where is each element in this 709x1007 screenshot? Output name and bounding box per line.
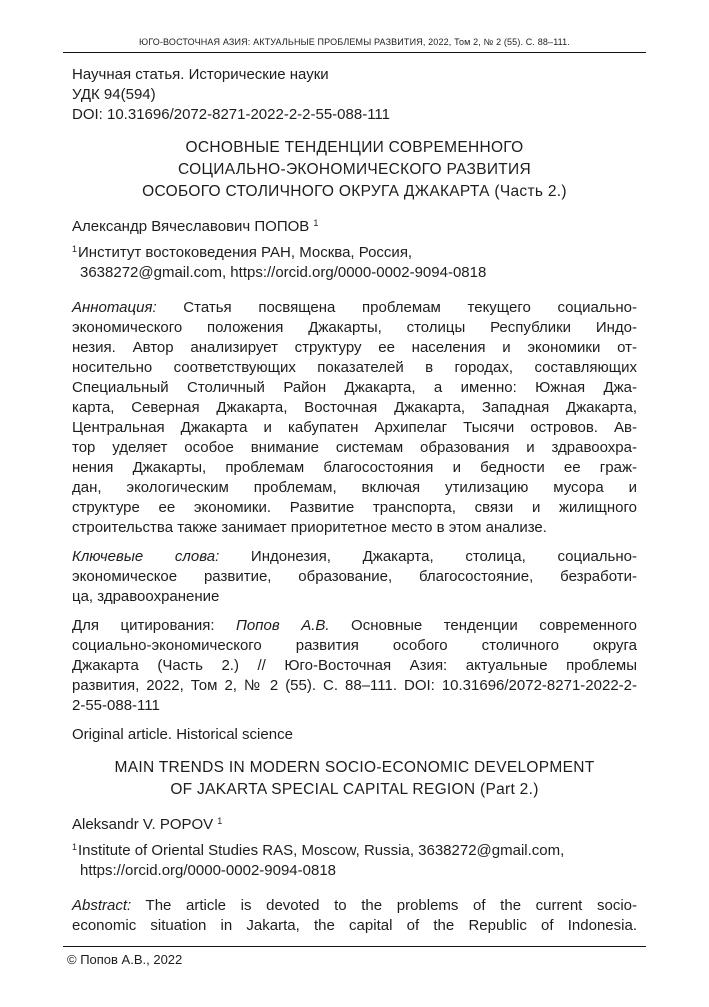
page-footer [0, 946, 709, 967]
affiliation-en-line1 [72, 841, 637, 861]
text-line: СОЦИАЛЬНО-ЭКОНОМИЧЕСКОГО РАЗВИТИЯ [178, 161, 531, 178]
text-segment: развития, 2022, Том 2, № 2 (55). С. 88–111. DOI: 10.31696/2072-8271-2022-2- [72, 677, 637, 694]
text-segment: структуре ее экономики. Развитие транспорта, связи и жилищного [72, 499, 637, 516]
citation-ru [72, 616, 637, 716]
text-line [72, 676, 637, 696]
text-segment: 2-55-088-111 [72, 697, 160, 714]
text-segment: дан, экологическим проблемам, включая утилизацию мусора и [72, 479, 637, 496]
text-line [72, 398, 637, 418]
text-segment: The article is devoted to the problems of the current socio- [131, 897, 637, 914]
text-line [72, 656, 637, 676]
text-line [72, 438, 637, 458]
text-line [72, 318, 637, 338]
abstract-en [72, 896, 637, 936]
affiliation-ru-line1 [72, 243, 637, 263]
text-segment: незия. Автор анализирует структуру ее населения и экономики от- [72, 339, 637, 356]
udc-code: УДК 94(594) [72, 86, 156, 103]
text-segment: экономическое развитие, образование, благосостояние, безработи- [72, 568, 637, 585]
text-segment: Abstract: [72, 897, 132, 914]
text-line [72, 616, 637, 636]
title-en [72, 757, 637, 801]
text-line: ОСОБОГО СТОЛИЧНОГО ОКРУГА ДЖАКАРТА (Часть 2.) [142, 183, 567, 200]
affiliation-ru-line2: 3638272@gmail.com, https://orcid.org/0000-0002-9094-0818 [80, 264, 487, 281]
author-ru-affiliation-marker: 1 [313, 218, 319, 228]
text-line [72, 418, 637, 438]
abstract-ru [72, 298, 637, 538]
affiliation-en-marker: 1 [72, 842, 78, 852]
text-line [72, 547, 637, 567]
text-line [72, 498, 637, 518]
text-line [72, 896, 637, 916]
text-segment: Джакарта (Часть 2.) // Юго-Восточная Азия: актуальные проблемы [72, 657, 637, 674]
affiliation-ru [72, 243, 637, 283]
text-segment: Для цитирования: [72, 617, 237, 634]
author-ru-name: Александр Вячеславович ПОПОВ [72, 218, 310, 235]
text-segment: economic situation in Jakarta, the capital of the Republic of Indonesia. [72, 917, 637, 934]
text-line [72, 636, 637, 656]
journal-header [0, 37, 709, 53]
affiliation-en-line2: https://orcid.org/0000-0002-9094-0818 [80, 862, 337, 879]
text-line [72, 458, 637, 478]
author-en-affiliation-marker: 1 [217, 816, 223, 826]
text-segment: тор уделяет особое внимание системам образования и здравоохра- [72, 439, 637, 456]
text-line [72, 587, 637, 607]
title-ru [72, 137, 637, 203]
header-rule [63, 52, 646, 53]
text-line [72, 358, 637, 378]
text-segment: Аннотация: [72, 299, 157, 316]
text-line: OF JAKARTA SPECIAL CAPITAL REGION (Part 2.) [170, 781, 539, 798]
affiliation-ru-text: Институт востоковедения РАН, Москва, Россия, [78, 244, 413, 261]
text-segment: нения Джакарты, проблемам благосостояния и бедности ее граж- [72, 459, 637, 476]
text-segment: экономического положения Джакарты, столицы Республики Индо- [72, 319, 637, 336]
text-segment: носительно соответствующих показателей в городах, составляющих [72, 359, 637, 376]
text-line [72, 518, 637, 538]
text-line [72, 478, 637, 498]
text-segment: Центральная Джакарта и кабупатен Архипелаг Тысячи островов. Ав- [72, 419, 637, 436]
article-content [72, 65, 637, 945]
text-segment: Статья посвящена проблемам текущего социально- [156, 299, 637, 316]
footer-rule [63, 946, 646, 947]
text-line [72, 696, 637, 716]
text-segment: карта, Северная Джакарта, Восточная Джакарта, Западная Джакарта, [72, 399, 637, 416]
author-ru [72, 217, 637, 237]
affiliation-en-text: Institute of Oriental Studies RAS, Moscow, Russia, 3638272@gmail.com, [78, 842, 565, 859]
text-line [72, 916, 637, 936]
text-segment: Индонезия, Джакарта, столица, социально- [219, 548, 637, 565]
affiliation-ru-marker: 1 [72, 244, 78, 254]
affiliation-en [72, 841, 637, 881]
doi-line: DOI: 10.31696/2072-8271-2022-2-2-55-088-111 [72, 106, 391, 123]
text-line: MAIN TRENDS IN MODERN SOCIO-ECONOMIC DEVELOPMENT [114, 759, 595, 776]
article-type-en: Original article. Historical science [72, 726, 293, 743]
article-type-ru: Научная статья. Исторические науки [72, 66, 329, 83]
text-segment: социально-экономического развития особого столичного округа [72, 637, 637, 654]
text-line [72, 378, 637, 398]
author-en-name: Aleksandr V. POPOV [72, 816, 214, 833]
text-segment: ца, здравоохранение [72, 588, 220, 605]
article-meta [72, 65, 637, 125]
journal-title-line: ЮГО-ВОСТОЧНАЯ АЗИЯ: АКТУАЛЬНЫЕ ПРОБЛЕМЫ РАЗВИТИЯ, 2022, Том 2, № 2 (55). С. 88–111. [139, 37, 570, 47]
author-en [72, 815, 637, 835]
text-segment: Попов А.В. [236, 617, 330, 634]
copyright-line: © Попов А.В., 2022 [67, 952, 183, 967]
text-line [72, 298, 637, 318]
text-segment: Ключевые слова: [72, 548, 220, 565]
text-line: ОСНОВНЫЕ ТЕНДЕНЦИИ СОВРЕМЕННОГО [185, 139, 524, 156]
text-line [72, 567, 637, 587]
text-segment: Основные тенденции современного [329, 617, 637, 634]
keywords-ru [72, 547, 637, 607]
text-segment: Специальный Столичный Район Джакарта, а именно: Южная Джа- [72, 379, 637, 396]
text-segment: строительства также занимает приоритетное место в этом анализе. [72, 519, 547, 536]
text-line [72, 338, 637, 358]
